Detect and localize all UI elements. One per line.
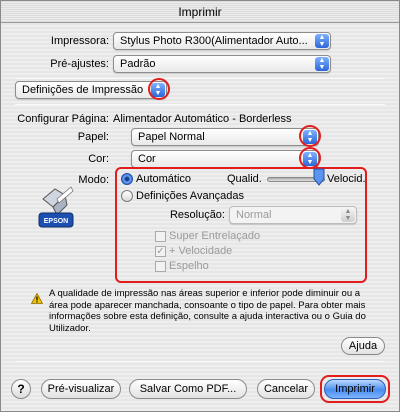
resolution-value: Normal [236,209,272,221]
color-value: Cor [138,153,156,165]
printer-label: Impressora: [50,35,109,47]
epson-logo-text: EPSON [43,218,69,225]
panel-stepper-icon: ▲ ▼ [151,83,165,97]
question-button[interactable]: ? [11,379,31,399]
cancel-button[interactable]: Cancelar [257,379,315,399]
highlight-box-print [320,375,390,403]
highlight-ring-panel [148,78,170,100]
paper-value: Papel Normal [138,131,205,143]
panel-value: Definições de Impressão [22,84,144,96]
panel-popup[interactable] [15,81,167,99]
color-popup[interactable] [131,150,319,168]
window-title: Imprimir [1,1,399,23]
mode-label: Modo: [78,174,109,186]
mode-advanced-radio[interactable] [121,190,133,202]
printer-popup[interactable] [113,32,331,50]
presets-stepper-icon: ▲ ▼ [315,57,329,71]
super-interlace-label: Super Entrelaçado [169,230,261,242]
warning-text: A qualidade de impressão nas áreas superior e inferior pode diminuir ou a área pode aparecer manchada, consoante o tipo de papel. Para obter mais informações sobre esta definição, consulte a ajuda interactiva ou o Guia do Utilizador. [49,288,366,334]
paper-stepper-icon: ▲ ▼ [303,130,317,144]
preview-button[interactable]: Pré-visualizar [41,379,121,399]
warning-icon [31,293,43,304]
slider-thumb[interactable] [313,168,325,186]
presets-label: Pré-ajustes: [50,58,109,70]
presets-popup[interactable] [113,55,331,73]
printer-stepper-icon: ▲ ▼ [315,34,329,48]
mode-advanced-label: Definições Avançadas [136,190,245,202]
plus-speed-label: + Velocidade [169,245,233,257]
quality-label: Qualid. [227,173,262,185]
divider-bottom [15,361,385,362]
printer-value: Stylus Photo R300(Alimentador Auto... [120,35,308,47]
help-button[interactable]: Ajuda [341,337,385,355]
highlight-ring-color [299,147,321,169]
save-pdf-button[interactable]: Salvar Como PDF... [129,379,247,399]
resolution-stepper-icon: ▲ ▼ [341,208,355,222]
presets-value: Padrão [120,58,156,70]
epson-printer-icon [37,185,79,231]
mode-automatic-radio[interactable] [121,173,133,185]
resolution-label: Resolução: [169,209,225,221]
resolution-popup[interactable] [229,206,357,224]
paper-popup[interactable] [131,128,319,146]
mirror-label: Espelho [169,260,209,272]
divider-top [15,78,385,79]
page-setup-label: Configurar Página: [17,113,109,125]
page-setup-value: Alimentador Automático - Borderless [113,113,292,125]
plus-speed-checkbox[interactable]: ✓ [156,246,165,257]
mirror-checkbox[interactable] [155,261,166,272]
mode-automatic-label: Automático [136,173,192,185]
paper-label: Papel: [77,131,109,143]
highlight-ring-paper [299,125,321,147]
divider-mid [15,104,385,105]
color-label: Cor: [88,153,109,165]
speed-label: Velocid. [327,173,366,185]
print-button[interactable]: Imprimir [324,379,386,399]
color-stepper-icon: ▲ ▼ [303,152,317,166]
super-interlace-checkbox[interactable] [155,231,166,242]
